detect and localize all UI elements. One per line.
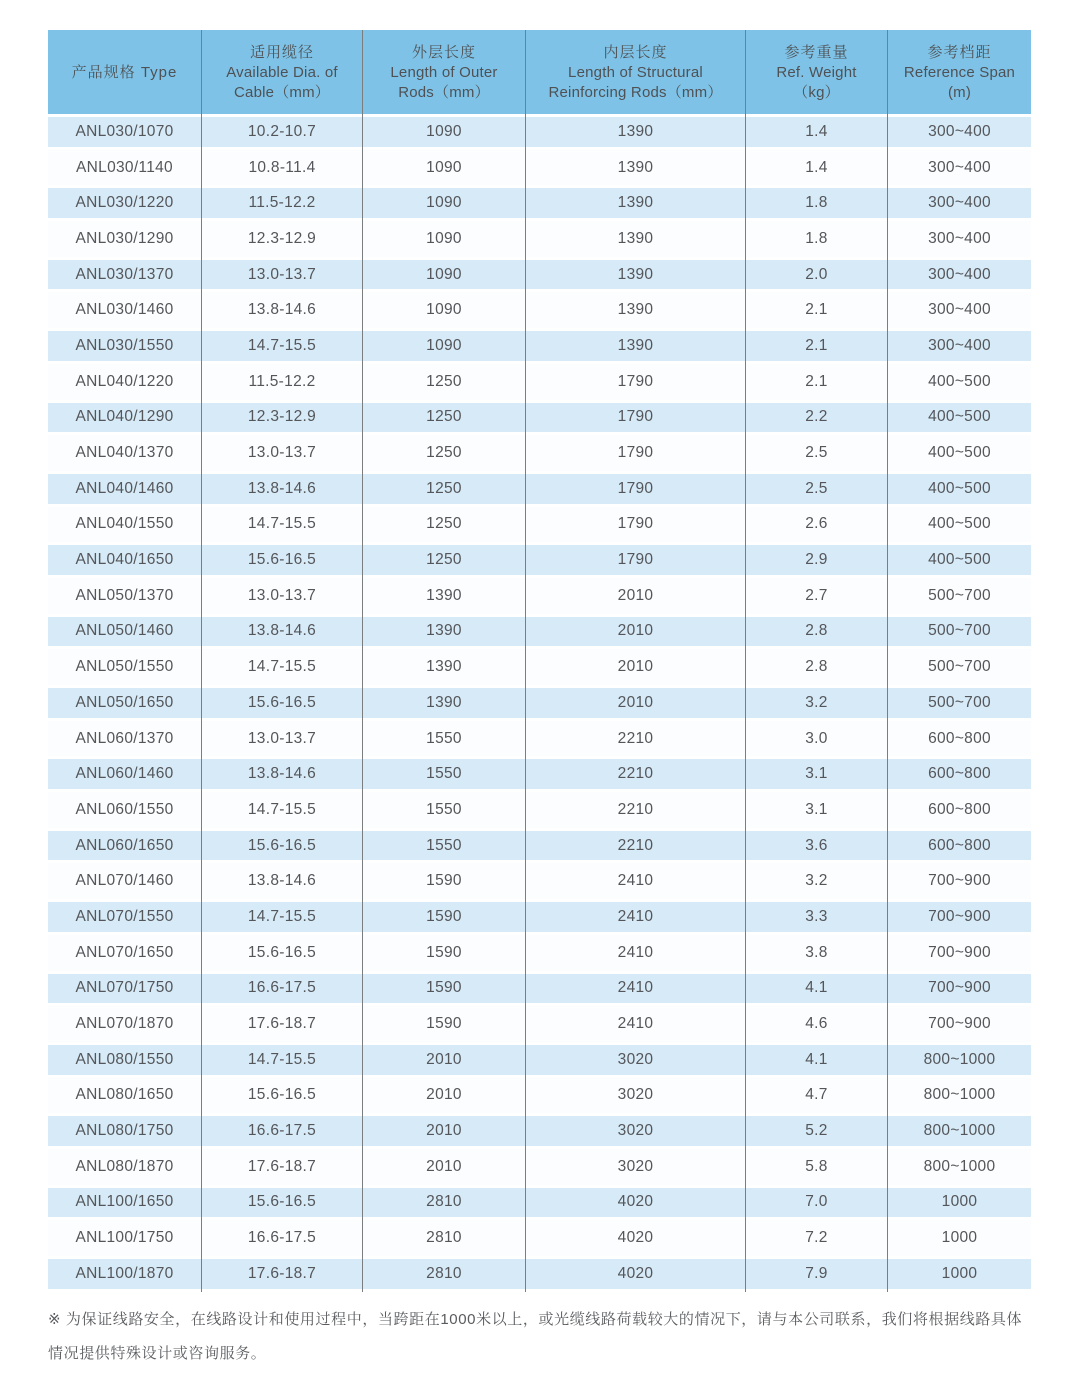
header-reference-span: 参考档距 Reference Span (m) bbox=[903, 43, 1016, 101]
cell-available-diameter: 15.6-16.5 bbox=[202, 828, 363, 864]
cell-reference-span: 400~500 bbox=[928, 408, 991, 426]
cell-inner-rod-length: 2210 bbox=[526, 721, 746, 757]
table-row bbox=[48, 150, 1031, 186]
cell-available-diameter: 14.7-15.5 bbox=[202, 899, 363, 935]
cell-outer-rod-length: 1090 bbox=[363, 221, 526, 257]
cell-available-diameter: 12.3-12.9 bbox=[202, 400, 363, 436]
cell-ref-weight: 2.8 bbox=[746, 614, 888, 650]
cell-available-diameter: 12.3-12.9 bbox=[202, 221, 363, 257]
header-type bbox=[48, 30, 202, 114]
cell-available-diameter: 16.6-17.5 bbox=[202, 1220, 363, 1256]
cell-outer-rod-length: 1550 bbox=[363, 721, 526, 757]
header-ref-weight: 参考重量 Ref. Weight （kg） bbox=[746, 30, 888, 114]
cell-ref-weight: 2.1 bbox=[746, 364, 888, 400]
cell-outer-rod-length: 1090 bbox=[363, 114, 526, 150]
table-row bbox=[48, 1149, 1031, 1185]
cell-reference-span: 300~400 bbox=[928, 229, 991, 247]
cell-outer-rod-length: 1090 bbox=[363, 150, 526, 186]
cell-reference-span: 600~800 bbox=[928, 765, 991, 783]
cell-inner-rod-length: 2210 bbox=[526, 828, 746, 864]
cell-outer-rod-length: 1250 bbox=[363, 542, 526, 578]
cell-type: ANL080/1750 bbox=[48, 1113, 202, 1149]
table-body bbox=[48, 114, 1031, 1292]
cell-available-diameter: 13.0-13.7 bbox=[202, 435, 363, 471]
cell-reference-span: 400~500 bbox=[928, 372, 991, 390]
cell-outer-rod-length: 1390 bbox=[363, 685, 526, 721]
cell-available-diameter: 13.8-14.6 bbox=[202, 614, 363, 650]
cell-outer-rod-length: 2810 bbox=[363, 1256, 526, 1292]
cell-reference-span: 700~900 bbox=[928, 907, 991, 925]
table-row bbox=[48, 1113, 1031, 1149]
cell-ref-weight: 2.6 bbox=[746, 507, 888, 543]
cell-reference-span: 400~500 bbox=[928, 479, 991, 497]
cell-inner-rod-length: 1390 bbox=[526, 292, 746, 328]
cell-ref-weight: 3.3 bbox=[746, 899, 888, 935]
table-row bbox=[48, 507, 1031, 543]
cell-inner-rod-length: 1390 bbox=[526, 328, 746, 364]
table-row bbox=[48, 756, 1031, 792]
table-row bbox=[48, 114, 1031, 150]
cell-ref-weight: 2.9 bbox=[746, 542, 888, 578]
cell-outer-rod-length: 2810 bbox=[363, 1185, 526, 1221]
cell-inner-rod-length: 1390 bbox=[526, 114, 746, 150]
cell-ref-weight: 2.1 bbox=[746, 292, 888, 328]
cell-type: ANL050/1460 bbox=[48, 614, 202, 650]
cell-type: ANL040/1550 bbox=[48, 507, 202, 543]
table-row bbox=[48, 649, 1031, 685]
table-row bbox=[48, 400, 1031, 436]
table-row bbox=[48, 364, 1031, 400]
table-row bbox=[48, 721, 1031, 757]
cell-inner-rod-length: 3020 bbox=[526, 1113, 746, 1149]
header-type-label: 产品规格 Type bbox=[71, 63, 178, 81]
cell-ref-weight: 3.2 bbox=[746, 863, 888, 899]
cell-ref-weight: 2.5 bbox=[746, 435, 888, 471]
cell-available-diameter: 11.5-12.2 bbox=[202, 364, 363, 400]
table-row bbox=[48, 435, 1031, 471]
cell-reference-span: 300~400 bbox=[928, 336, 991, 354]
table-header-row bbox=[48, 30, 1031, 114]
table-row bbox=[48, 542, 1031, 578]
cell-available-diameter: 11.5-12.2 bbox=[202, 185, 363, 221]
header-inner-rod-length: 内层长度 Length of Structural Reinforcing Rods（mm） bbox=[526, 30, 746, 114]
cell-ref-weight: 1.4 bbox=[746, 114, 888, 150]
cell-ref-weight: 2.5 bbox=[746, 471, 888, 507]
cell-outer-rod-length: 1250 bbox=[363, 507, 526, 543]
cell-type: ANL060/1550 bbox=[48, 792, 202, 828]
cell-type: ANL060/1460 bbox=[48, 756, 202, 792]
table-row bbox=[48, 185, 1031, 221]
table-row bbox=[48, 792, 1031, 828]
cell-inner-rod-length: 2010 bbox=[526, 685, 746, 721]
cell-inner-rod-length: 3020 bbox=[526, 1078, 746, 1114]
cell-outer-rod-length: 1550 bbox=[363, 756, 526, 792]
cell-type: ANL040/1650 bbox=[48, 542, 202, 578]
cell-outer-rod-length: 1390 bbox=[363, 614, 526, 650]
cell-inner-rod-length: 2410 bbox=[526, 935, 746, 971]
cell-outer-rod-length: 2010 bbox=[363, 1042, 526, 1078]
cell-type: ANL060/1650 bbox=[48, 828, 202, 864]
table-row bbox=[48, 614, 1031, 650]
cell-ref-weight: 4.1 bbox=[746, 971, 888, 1007]
cell-available-diameter: 13.0-13.7 bbox=[202, 257, 363, 293]
cell-type: ANL100/1870 bbox=[48, 1256, 202, 1292]
header-available-diameter: 适用缆径 Available Dia. of Cable（mm） bbox=[202, 30, 363, 114]
cell-ref-weight: 3.2 bbox=[746, 685, 888, 721]
cell-type: ANL080/1650 bbox=[48, 1078, 202, 1114]
cell-outer-rod-length: 2010 bbox=[363, 1078, 526, 1114]
cell-inner-rod-length: 2010 bbox=[526, 614, 746, 650]
cell-available-diameter: 13.8-14.6 bbox=[202, 471, 363, 507]
cell-ref-weight: 5.8 bbox=[746, 1149, 888, 1185]
cell-type: ANL030/1070 bbox=[48, 114, 202, 150]
cell-ref-weight: 7.9 bbox=[746, 1256, 888, 1292]
cell-outer-rod-length: 1590 bbox=[363, 935, 526, 971]
table-row bbox=[48, 257, 1031, 293]
cell-ref-weight: 1.8 bbox=[746, 221, 888, 257]
cell-available-diameter: 16.6-17.5 bbox=[202, 971, 363, 1007]
cell-outer-rod-length: 1590 bbox=[363, 1006, 526, 1042]
cell-reference-span: 500~700 bbox=[928, 622, 991, 640]
table-row bbox=[48, 828, 1031, 864]
cell-ref-weight: 7.2 bbox=[746, 1220, 888, 1256]
table-row bbox=[48, 1185, 1031, 1221]
cell-inner-rod-length: 4020 bbox=[526, 1220, 746, 1256]
cell-outer-rod-length: 1550 bbox=[363, 792, 526, 828]
cell-reference-span: 400~500 bbox=[928, 444, 991, 462]
cell-ref-weight: 3.6 bbox=[746, 828, 888, 864]
cell-ref-weight: 3.8 bbox=[746, 935, 888, 971]
cell-type: ANL030/1220 bbox=[48, 185, 202, 221]
cell-inner-rod-length: 2410 bbox=[526, 971, 746, 1007]
cell-reference-span: 800~1000 bbox=[923, 1050, 996, 1068]
cell-inner-rod-length: 4020 bbox=[526, 1185, 746, 1221]
table-row bbox=[48, 221, 1031, 257]
cell-inner-rod-length: 1790 bbox=[526, 542, 746, 578]
cell-ref-weight: 4.6 bbox=[746, 1006, 888, 1042]
cell-outer-rod-length: 1590 bbox=[363, 971, 526, 1007]
cell-available-diameter: 10.8-11.4 bbox=[202, 150, 363, 186]
footnote: ※ 为保证线路安全，在线路设计和使用过程中，当跨距在1000米以上，或光缆线路荷载较大的情况下，请与本公司联系，我们将根据线路具体情况提供特殊设计或咨询服务。 bbox=[48, 1311, 1023, 1362]
cell-ref-weight: 2.7 bbox=[746, 578, 888, 614]
cell-ref-weight: 1.8 bbox=[746, 185, 888, 221]
cell-inner-rod-length: 2410 bbox=[526, 1006, 746, 1042]
cell-available-diameter: 13.8-14.6 bbox=[202, 863, 363, 899]
cell-outer-rod-length: 1090 bbox=[363, 292, 526, 328]
cell-inner-rod-length: 2410 bbox=[526, 899, 746, 935]
cell-type: ANL030/1140 bbox=[48, 150, 202, 186]
cell-ref-weight: 3.1 bbox=[746, 756, 888, 792]
cell-type: ANL030/1290 bbox=[48, 221, 202, 257]
cell-reference-span: 300~400 bbox=[928, 265, 991, 283]
cell-ref-weight: 3.1 bbox=[746, 792, 888, 828]
cell-inner-rod-length: 1790 bbox=[526, 471, 746, 507]
cell-outer-rod-length: 1390 bbox=[363, 649, 526, 685]
cell-outer-rod-length: 1250 bbox=[363, 400, 526, 436]
cell-ref-weight: 1.4 bbox=[746, 150, 888, 186]
cell-inner-rod-length: 1790 bbox=[526, 435, 746, 471]
cell-available-diameter: 14.7-15.5 bbox=[202, 649, 363, 685]
cell-type: ANL080/1550 bbox=[48, 1042, 202, 1078]
cell-reference-span: 800~1000 bbox=[923, 1086, 996, 1104]
table-row bbox=[48, 471, 1031, 507]
cell-reference-span: 800~1000 bbox=[923, 1122, 996, 1140]
cell-outer-rod-length: 1090 bbox=[363, 185, 526, 221]
cell-available-diameter: 10.2-10.7 bbox=[202, 114, 363, 150]
cell-type: ANL050/1550 bbox=[48, 649, 202, 685]
cell-outer-rod-length: 1590 bbox=[363, 863, 526, 899]
table-row bbox=[48, 292, 1031, 328]
cell-type: ANL040/1220 bbox=[48, 364, 202, 400]
cell-reference-span: 500~700 bbox=[928, 693, 991, 711]
cell-available-diameter: 13.0-13.7 bbox=[202, 578, 363, 614]
table-row bbox=[48, 685, 1031, 721]
cell-type: ANL060/1370 bbox=[48, 721, 202, 757]
table-row bbox=[48, 1042, 1031, 1078]
cell-available-diameter: 14.7-15.5 bbox=[202, 1042, 363, 1078]
cell-reference-span: 300~400 bbox=[928, 194, 991, 212]
cell-reference-span: 600~800 bbox=[928, 729, 991, 747]
cell-reference-span: 500~700 bbox=[928, 658, 991, 676]
cell-available-diameter: 13.8-14.6 bbox=[202, 292, 363, 328]
cell-available-diameter: 14.7-15.5 bbox=[202, 328, 363, 364]
cell-outer-rod-length: 1250 bbox=[363, 471, 526, 507]
table-row bbox=[48, 1006, 1031, 1042]
cell-inner-rod-length: 3020 bbox=[526, 1042, 746, 1078]
cell-type: ANL050/1370 bbox=[48, 578, 202, 614]
cell-reference-span: 300~400 bbox=[928, 301, 991, 319]
cell-outer-rod-length: 1390 bbox=[363, 578, 526, 614]
cell-reference-span: 300~400 bbox=[928, 158, 991, 176]
spec-table bbox=[48, 30, 1031, 1292]
cell-available-diameter: 13.0-13.7 bbox=[202, 721, 363, 757]
cell-type: ANL070/1460 bbox=[48, 863, 202, 899]
cell-inner-rod-length: 1390 bbox=[526, 257, 746, 293]
cell-available-diameter: 14.7-15.5 bbox=[202, 507, 363, 543]
cell-type: ANL030/1370 bbox=[48, 257, 202, 293]
table-row bbox=[48, 935, 1031, 971]
table-row bbox=[48, 899, 1031, 935]
cell-inner-rod-length: 2210 bbox=[526, 756, 746, 792]
cell-reference-span: 1000 bbox=[941, 1229, 978, 1247]
cell-type: ANL040/1370 bbox=[48, 435, 202, 471]
cell-reference-span: 700~900 bbox=[928, 979, 991, 997]
cell-inner-rod-length: 1390 bbox=[526, 185, 746, 221]
cell-inner-rod-length: 2010 bbox=[526, 649, 746, 685]
cell-outer-rod-length: 1550 bbox=[363, 828, 526, 864]
cell-reference-span: 600~800 bbox=[928, 800, 991, 818]
cell-ref-weight: 2.0 bbox=[746, 257, 888, 293]
cell-inner-rod-length: 2010 bbox=[526, 578, 746, 614]
cell-reference-span: 300~400 bbox=[928, 122, 991, 140]
cell-inner-rod-length: 2410 bbox=[526, 863, 746, 899]
cell-reference-span: 700~900 bbox=[928, 943, 991, 961]
header-outer-rod-length: 外层长度 Length of Outer Rods（mm） bbox=[363, 30, 526, 114]
table-row bbox=[48, 578, 1031, 614]
cell-outer-rod-length: 1590 bbox=[363, 899, 526, 935]
cell-type: ANL070/1870 bbox=[48, 1006, 202, 1042]
cell-inner-rod-length: 1390 bbox=[526, 221, 746, 257]
cell-outer-rod-length: 1090 bbox=[363, 257, 526, 293]
cell-type: ANL040/1460 bbox=[48, 471, 202, 507]
cell-type: ANL100/1750 bbox=[48, 1220, 202, 1256]
cell-type: ANL050/1650 bbox=[48, 685, 202, 721]
cell-outer-rod-length: 2810 bbox=[363, 1220, 526, 1256]
cell-ref-weight: 4.1 bbox=[746, 1042, 888, 1078]
cell-inner-rod-length: 1790 bbox=[526, 400, 746, 436]
cell-ref-weight: 3.0 bbox=[746, 721, 888, 757]
cell-type: ANL100/1650 bbox=[48, 1185, 202, 1221]
cell-ref-weight: 2.2 bbox=[746, 400, 888, 436]
table-row bbox=[48, 328, 1031, 364]
cell-inner-rod-length: 3020 bbox=[526, 1149, 746, 1185]
cell-reference-span: 700~900 bbox=[928, 872, 991, 890]
cell-available-diameter: 17.6-18.7 bbox=[202, 1256, 363, 1292]
cell-ref-weight: 7.0 bbox=[746, 1185, 888, 1221]
cell-inner-rod-length: 1790 bbox=[526, 364, 746, 400]
cell-outer-rod-length: 1090 bbox=[363, 328, 526, 364]
table-row bbox=[48, 1256, 1031, 1292]
cell-available-diameter: 15.6-16.5 bbox=[202, 685, 363, 721]
table-row bbox=[48, 863, 1031, 899]
cell-available-diameter: 17.6-18.7 bbox=[202, 1006, 363, 1042]
cell-reference-span: 800~1000 bbox=[923, 1157, 996, 1175]
cell-available-diameter: 13.8-14.6 bbox=[202, 756, 363, 792]
cell-ref-weight: 2.1 bbox=[746, 328, 888, 364]
cell-available-diameter: 15.6-16.5 bbox=[202, 542, 363, 578]
cell-outer-rod-length: 2010 bbox=[363, 1113, 526, 1149]
cell-ref-weight: 5.2 bbox=[746, 1113, 888, 1149]
table-row bbox=[48, 1220, 1031, 1256]
cell-reference-span: 1000 bbox=[941, 1264, 978, 1282]
cell-outer-rod-length: 2010 bbox=[363, 1149, 526, 1185]
cell-inner-rod-length: 4020 bbox=[526, 1256, 746, 1292]
cell-reference-span: 1000 bbox=[941, 1193, 978, 1211]
cell-available-diameter: 15.6-16.5 bbox=[202, 1185, 363, 1221]
cell-reference-span: 400~500 bbox=[928, 551, 991, 569]
cell-type: ANL030/1460 bbox=[48, 292, 202, 328]
cell-type: ANL040/1290 bbox=[48, 400, 202, 436]
table-row bbox=[48, 971, 1031, 1007]
cell-reference-span: 600~800 bbox=[928, 836, 991, 854]
cell-reference-span: 400~500 bbox=[928, 515, 991, 533]
cell-type: ANL070/1750 bbox=[48, 971, 202, 1007]
cell-inner-rod-length: 1790 bbox=[526, 507, 746, 543]
table-row bbox=[48, 1078, 1031, 1114]
cell-type: ANL030/1550 bbox=[48, 328, 202, 364]
cell-available-diameter: 17.6-18.7 bbox=[202, 1149, 363, 1185]
cell-outer-rod-length: 1250 bbox=[363, 435, 526, 471]
cell-reference-span: 500~700 bbox=[928, 586, 991, 604]
cell-available-diameter: 16.6-17.5 bbox=[202, 1113, 363, 1149]
cell-inner-rod-length: 2210 bbox=[526, 792, 746, 828]
cell-ref-weight: 2.8 bbox=[746, 649, 888, 685]
cell-type: ANL080/1870 bbox=[48, 1149, 202, 1185]
cell-ref-weight: 4.7 bbox=[746, 1078, 888, 1114]
cell-available-diameter: 15.6-16.5 bbox=[202, 935, 363, 971]
cell-available-diameter: 15.6-16.5 bbox=[202, 1078, 363, 1114]
cell-type: ANL070/1650 bbox=[48, 935, 202, 971]
cell-outer-rod-length: 1250 bbox=[363, 364, 526, 400]
cell-available-diameter: 14.7-15.5 bbox=[202, 792, 363, 828]
cell-reference-span: 700~900 bbox=[928, 1015, 991, 1033]
cell-inner-rod-length: 1390 bbox=[526, 150, 746, 186]
cell-type: ANL070/1550 bbox=[48, 899, 202, 935]
